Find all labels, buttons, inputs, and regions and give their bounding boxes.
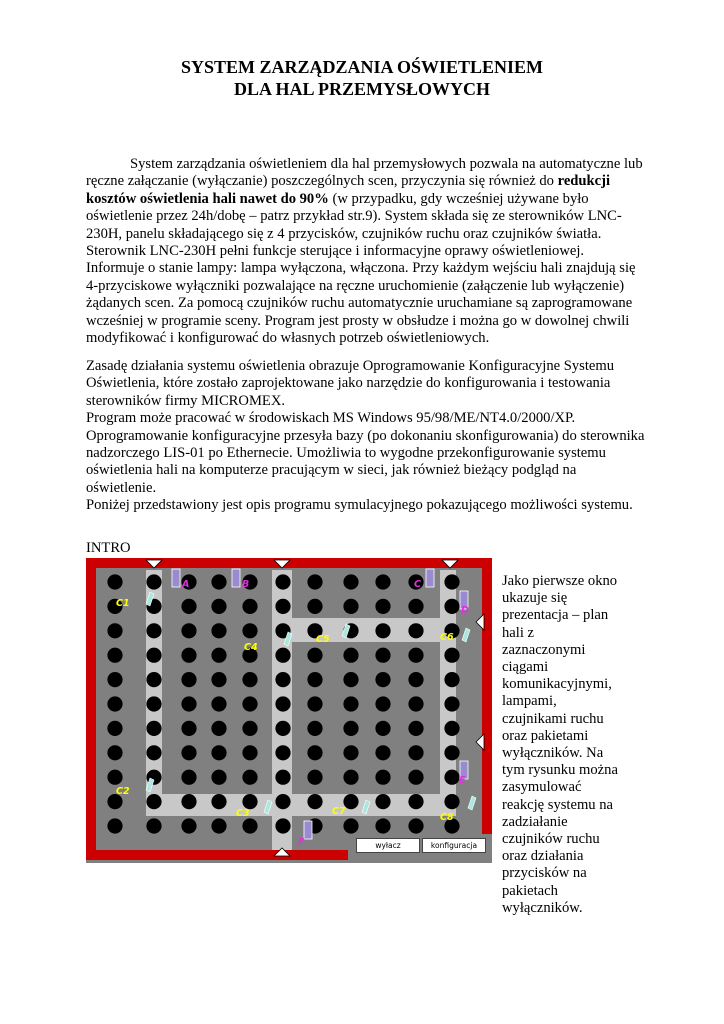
lamp[interactable] (211, 770, 226, 785)
lamp[interactable] (408, 745, 423, 760)
switch-pack-panel[interactable] (304, 821, 312, 839)
lamp[interactable] (343, 818, 358, 833)
wall-left (86, 558, 96, 860)
lamp[interactable] (343, 574, 358, 589)
lamp[interactable] (343, 721, 358, 736)
lamp[interactable] (444, 648, 459, 663)
lamp[interactable] (146, 818, 161, 833)
lamp[interactable] (107, 648, 122, 663)
lamp[interactable] (375, 818, 390, 833)
lamp[interactable] (444, 721, 459, 736)
lamp[interactable] (307, 599, 322, 614)
lamp[interactable] (375, 794, 390, 809)
wall-right (482, 558, 492, 834)
lamp[interactable] (242, 721, 257, 736)
lamp[interactable] (343, 599, 358, 614)
lamp[interactable] (375, 648, 390, 663)
lamp[interactable] (275, 818, 290, 833)
lamp[interactable] (181, 794, 196, 809)
lamp[interactable] (181, 599, 196, 614)
lamp[interactable] (107, 745, 122, 760)
paragraph-bold-highlight: redukcji kosztów oświetlenia hali nawet do 90% (86, 173, 611, 207)
lamp[interactable] (307, 648, 322, 663)
hall-plan (86, 558, 492, 863)
software-line-4: Poniżej przedstawiony jest opis programu symulacyjnego pokazującego możliwości systemu. (86, 497, 633, 514)
switch-pack-panel[interactable] (426, 569, 434, 587)
lamp[interactable] (211, 648, 226, 663)
lamp[interactable] (307, 672, 322, 687)
lamp[interactable] (146, 696, 161, 711)
switch-pack-b[interactable] (232, 569, 249, 590)
lamp[interactable] (275, 696, 290, 711)
lamp[interactable] (444, 794, 459, 809)
lamp[interactable] (307, 770, 322, 785)
lamp[interactable] (146, 745, 161, 760)
title-line-1: SYSTEM ZARZĄDZANIA OŚWIETLENIEM (180, 57, 544, 77)
motion-sensor-label: C7 (332, 806, 346, 817)
motion-sensor-label: C6 (440, 632, 454, 643)
lamp[interactable] (181, 818, 196, 833)
motion-sensor-label: C3 (236, 808, 250, 819)
lamp[interactable] (444, 672, 459, 687)
lamp[interactable] (343, 648, 358, 663)
lamp[interactable] (307, 721, 322, 736)
lamp[interactable] (444, 599, 459, 614)
lamp[interactable] (375, 599, 390, 614)
lamp[interactable] (181, 770, 196, 785)
software-line-1: Zasadę działania systemu oświetlenia obrazuje Oprogramowanie Konfiguracyjne Systemu Oświetlenia, które zostało zaprojektowane jako narzędzie do konfigurowania i testowania sterowników firmy MICROMEX. (86, 358, 615, 409)
aisle-lower-horizontal (162, 794, 440, 816)
paragraph-intro-text: System zarządzania oświetleniem dla hal przemysłowych pozwala na automatyczne lub ręczne załączanie (wyłączanie) poszczególnych scen, przyczynia się również do (86, 156, 643, 190)
lamp[interactable] (408, 794, 423, 809)
lamp[interactable] (242, 672, 257, 687)
switch-pack-label: E (459, 775, 466, 786)
lamp[interactable] (444, 696, 459, 711)
lamp[interactable] (275, 672, 290, 687)
lamp[interactable] (107, 721, 122, 736)
motion-sensor-label: C1 (116, 598, 130, 609)
turn-off-button[interactable]: wyłacz (356, 838, 420, 853)
lamp[interactable] (181, 745, 196, 760)
lamp[interactable] (307, 794, 322, 809)
switch-pack-f[interactable] (298, 821, 312, 848)
lamp[interactable] (275, 574, 290, 589)
lamp[interactable] (211, 818, 226, 833)
lamp[interactable] (211, 794, 226, 809)
paragraph-intro (86, 156, 646, 347)
lamp[interactable] (181, 648, 196, 663)
lamp[interactable] (275, 794, 290, 809)
software-line-2: Program może pracować w środowiskach MS Windows 95/98/ME/NT4.0/2000/XP. (86, 410, 576, 427)
motion-sensor-label: C5 (316, 634, 330, 645)
lamp[interactable] (146, 794, 161, 809)
lamp[interactable] (181, 623, 196, 638)
lamp[interactable] (408, 672, 423, 687)
paragraph-intro-rest: (w przypadku, gdy wcześniej używane było oświetlenie przez 24h/dobę – patrz przykład str.9). System składa się ze sterowników LNC-230H, panelu składającego się z 4 przycisków, czujników ruchu oraz czujników światła. Sterownik LNC-230H pełni funkcje sterujące i informacyjne oprawy oświetleniowej. Informuje o stanie lampy: lampa wyłączona, włączona. Przy każdym wejściu hali znajdują się 4-przyciskowe wyłączniki pozwalające na ręczne uruchomienie (załączenie lub wyłączenie) żądanych scen. Za pomocą czujników ruchu automatycznie uruchamiane są zaprogramowane wcześniej w programie sceny. Program jest prosty w obsłudze i można go w dowolnej chwili modyfikować i konfigurować do własnych potrzeb oświetleniowych. (86, 190, 636, 347)
switch-pack-e[interactable] (459, 761, 468, 786)
lamp[interactable] (408, 770, 423, 785)
lamp[interactable] (107, 770, 122, 785)
lamp[interactable] (146, 623, 161, 638)
motion-sensor-label: C8 (440, 812, 454, 823)
lamp[interactable] (242, 794, 257, 809)
switch-pack-panel[interactable] (172, 569, 180, 587)
lamp[interactable] (408, 623, 423, 638)
lamp[interactable] (375, 574, 390, 589)
lamp[interactable] (375, 721, 390, 736)
lamp[interactable] (211, 696, 226, 711)
page-title (0, 56, 724, 100)
lamp[interactable] (211, 599, 226, 614)
lamp[interactable] (146, 721, 161, 736)
lamp[interactable] (375, 696, 390, 711)
lamp[interactable] (444, 574, 459, 589)
intro-heading: INTRO (86, 540, 131, 556)
lamp[interactable] (408, 648, 423, 663)
lamp[interactable] (211, 623, 226, 638)
lamp[interactable] (275, 770, 290, 785)
lamp[interactable] (307, 574, 322, 589)
title-line-2: DLA HAL PRZEMYSŁOWYCH (233, 79, 491, 99)
lamp[interactable] (343, 745, 358, 760)
lamp[interactable] (444, 745, 459, 760)
motion-sensor-marker[interactable] (468, 796, 476, 810)
motion-sensor-label: C2 (116, 786, 130, 797)
lamp[interactable] (375, 745, 390, 760)
lamp[interactable] (375, 672, 390, 687)
lamp[interactable] (146, 672, 161, 687)
lamp[interactable] (242, 745, 257, 760)
wall-top (86, 558, 492, 568)
lamp[interactable] (181, 672, 196, 687)
wall-bottom (86, 850, 348, 860)
motion-sensor-marker[interactable] (462, 628, 470, 642)
switch-pack-a[interactable] (172, 569, 189, 590)
lamp[interactable] (343, 672, 358, 687)
lamp[interactable] (242, 818, 257, 833)
side-description: Jako pierwsze okno ukazuje się prezentacja – plan hali z zaznaczonymi ciągami komunikacyjnymi, lampami, czujnikami ruchu oraz pakietami wyłączników. Na tym rysunku można zasymulować reakcję systemu na zadziałanie czujników ruchu oraz działania przycisków na pakietach wyłączników. (502, 573, 618, 916)
lamp[interactable] (408, 599, 423, 614)
lamp[interactable] (375, 623, 390, 638)
switch-pack-label: B (242, 579, 250, 590)
lamp[interactable] (408, 721, 423, 736)
lamp[interactable] (211, 745, 226, 760)
hall-plan-screenshot (86, 558, 492, 863)
lamp[interactable] (242, 696, 257, 711)
lamp[interactable] (107, 623, 122, 638)
lamp[interactable] (181, 696, 196, 711)
paragraph-software (86, 358, 646, 515)
lamp[interactable] (146, 648, 161, 663)
lamp[interactable] (107, 696, 122, 711)
lamp[interactable] (343, 794, 358, 809)
switch-pack-d[interactable] (460, 591, 469, 616)
switch-pack-label: D (461, 605, 469, 616)
lamp[interactable] (307, 745, 322, 760)
door-right-lower (476, 734, 484, 750)
lamp[interactable] (242, 599, 257, 614)
software-line-3: Oprogramowanie konfiguracyjne przesyła bazy (po dokonaniu skonfigurowania) do sterownika nadzorczego LIS-01 po Ethernecie. Umożliwia to wygodne przekonfigurowanie systemu oświetlenia hali na komputerze pracującym w sieci, jak również bieżący podgląd na oświetlenie. (86, 427, 645, 496)
lamp[interactable] (275, 721, 290, 736)
lamp[interactable] (275, 599, 290, 614)
lamp[interactable] (275, 648, 290, 663)
lamp[interactable] (343, 696, 358, 711)
lamp[interactable] (242, 770, 257, 785)
switch-pack-label: C (414, 579, 421, 590)
lamp[interactable] (408, 818, 423, 833)
lamp[interactable] (211, 672, 226, 687)
lamp[interactable] (242, 623, 257, 638)
lamp[interactable] (275, 745, 290, 760)
lamp[interactable] (211, 574, 226, 589)
switch-pack-label: A (182, 579, 190, 590)
lamp[interactable] (107, 574, 122, 589)
lamp[interactable] (343, 770, 358, 785)
lamp[interactable] (307, 696, 322, 711)
switch-pack-c[interactable] (414, 569, 434, 590)
lamp[interactable] (146, 574, 161, 589)
switch-pack-label: F (298, 837, 305, 848)
lamp[interactable] (375, 770, 390, 785)
lamp[interactable] (181, 721, 196, 736)
lamp[interactable] (444, 770, 459, 785)
lamp[interactable] (107, 818, 122, 833)
motion-sensor-label: C4 (244, 642, 258, 653)
lamp[interactable] (408, 696, 423, 711)
door-right-upper (476, 614, 484, 630)
switch-pack-panel[interactable] (232, 569, 240, 587)
lamp[interactable] (211, 721, 226, 736)
configuration-button[interactable]: konfiguracja (422, 838, 486, 853)
lamp[interactable] (107, 672, 122, 687)
